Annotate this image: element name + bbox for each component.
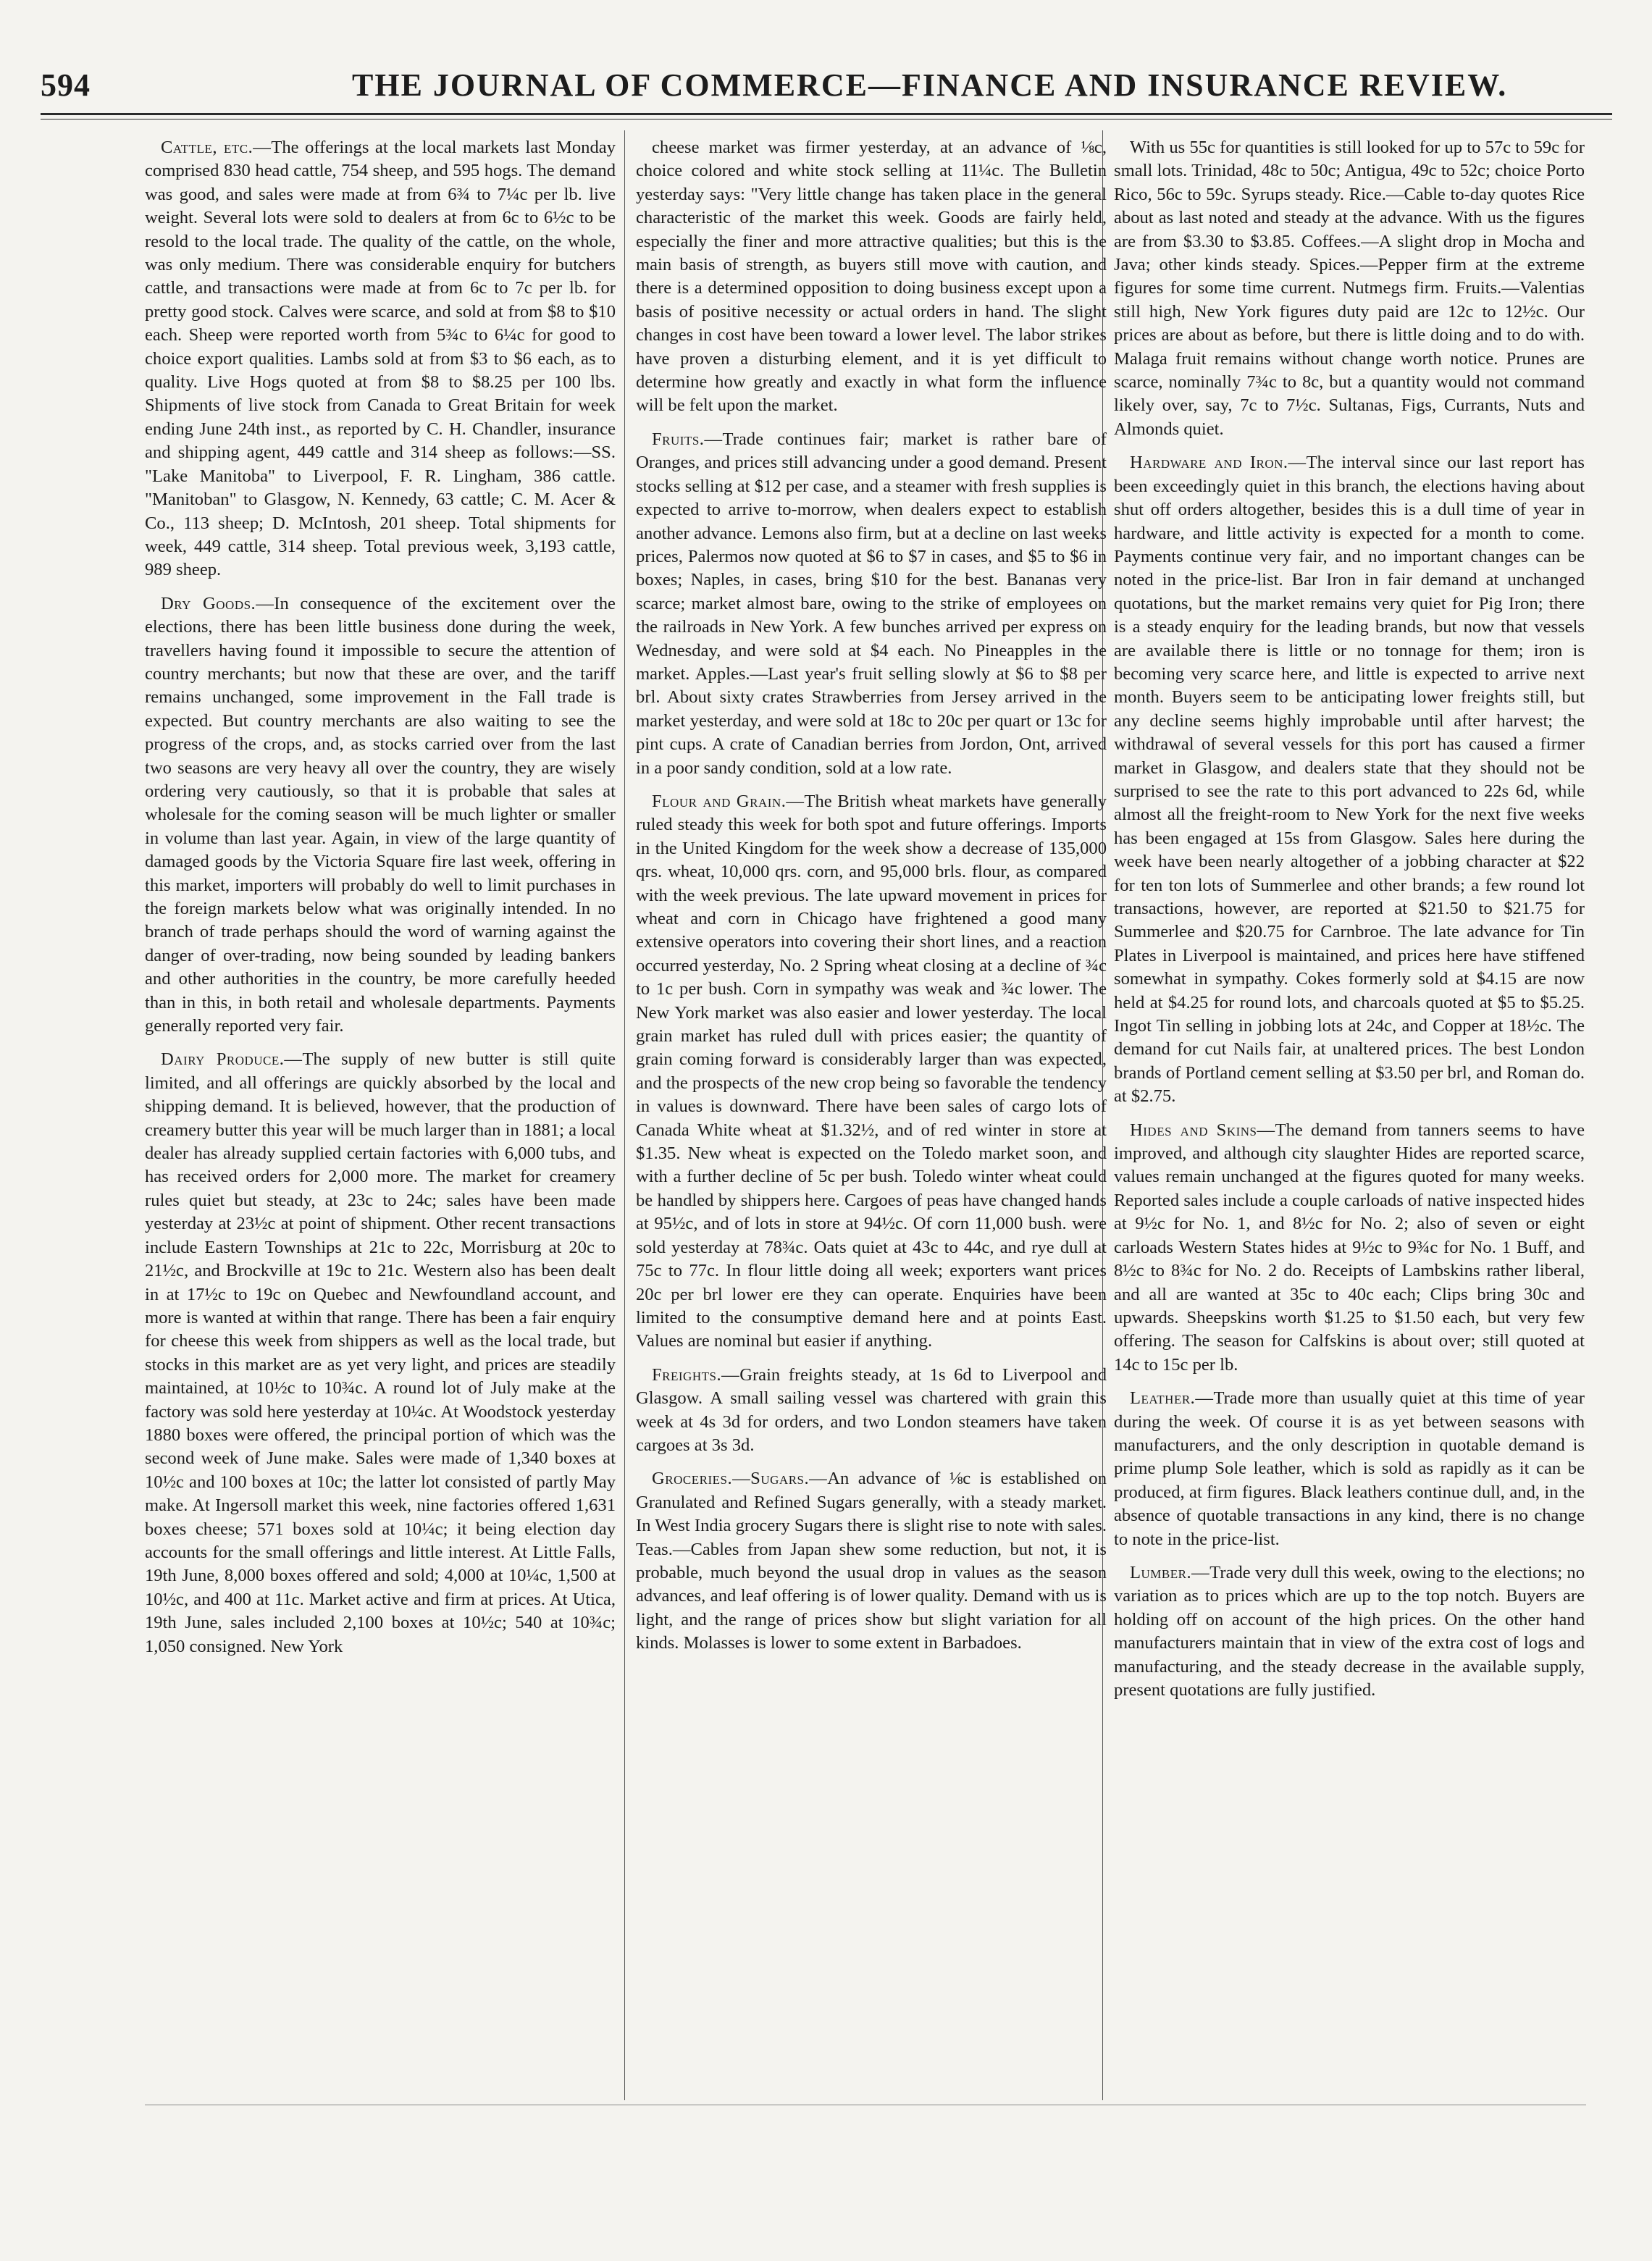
section-heading: Dairy Produce.— (161, 1049, 303, 1070)
article-paragraph (1114, 451, 1585, 1108)
header-rule (41, 113, 1612, 115)
article-paragraph (1114, 136, 1585, 441)
paragraph-text: Trade very dull this week, owing to the elections; no variation as to prices which are up to the top notch. Buyers are holding off on account of the high prices. On the other hand manufacturers maintain that in view of the extra cost of logs and manufacturing, and the steady decrease in the available supply, present quotations are fully justified. (1114, 1562, 1585, 1700)
page-number: 594 (41, 67, 91, 103)
section-heading: Dry Goods.— (161, 593, 274, 613)
paragraph-text: An advance of ⅛c is established on Granulated and Refined Sugars generally, with a steady market. In West India grocery Sugars there is slight rise to note with sales. Teas.—Cables from Japan shew some reduction, but not, it is probable, much beyond the usual drop in values as the season advances, and leaf offering is of lower quality. Demand with us is light, and the range of prices show but slight variation for all kinds. Molasses is lower to some extent in Barbadoes. (636, 1469, 1107, 1653)
paragraph-text: With us 55c for quantities is still looked for up to 57c to 59c for small lots. Trinidad, 48c to 50c; Antigua, 49c to 52c; choice Porto Rico, 56c to 59c. Syrups steady. Rice.—Cable to-day quotes Rice about as last noted and steady at the advance. With us the figures are from $3.30 to $3.85. Coffees.—A slight drop in Mocha and Java; other kinds steady. Spices.—Pepper firm at the extreme figures for some time current. Nutmegs firm. Fruits.—Valentias still high, New York figures duty paid are 12c to 12½c. Our prices are about as before, but there is little doing and to do with. Malaga fruit remains without change worth notice. Prunes are scarce, nominally 7¾c to 8c, but a quantity would not command likely over, say, 7c to 7½c. Sultanas, Figs, Currants, Nuts and Almonds quiet. (1114, 138, 1585, 439)
article-paragraph (636, 1467, 1107, 1655)
column-divider (624, 130, 625, 2100)
paragraph-text: The British wheat markets have generally ruled steady this week for both spot and future offerings. Imports in the United Kingdom for the week show a decrease of 135,000 qrs. wheat, 10,000 qrs. corn, and 95,000 brls. flour, as compared with the week previous. The late upward movement in prices for wheat and corn in Chicago have frightened a good many extensive operators into covering their short lines, and a reaction occurred yesterday, No. 2 Spring wheat closing at a decline of ¾c to 1c per bush. Corn in sympathy was weak and ¾c lower. The New York market was also easier and lower yesterday. The local grain market has ruled dull with prices easier; the quantity of grain coming forward is considerably larger than was expected, and the prospects of the new crop being so favorable the tendency in values is downward. There have been sales of cargo lots of Canada White wheat at $1.32½, and of red winter in store at $1.35. New wheat is expected on the Toledo market soon, and with a further decline of 5c per bush. Toledo winter wheat could be handled by shippers here. Cargoes of peas have changed hands at 95½c, and of lots in store at 94½c. Of corn 11,000 bush. were sold yesterday at 78¾c. Oats quiet at 43c to 44c, and rye dull at 75c to 77c. In flour little doing all week; exporters want prices 20c per brl lower ere they can operate. Enquiries have been limited to the consumptive demand here and at points East. Values are nominal but easier if anything. (636, 791, 1107, 1351)
article-paragraph (145, 1048, 616, 1658)
section-heading: Flour and Grain.— (652, 791, 805, 811)
paragraph-text: Trade more than usually quiet at this time of year during the week. Of course it is as yet between seasons with manufacturers, and the only description in quotable demand is prime plump Sole leather, which is sold as rapidly as it can be produced, at firm figures. Black leathers continue dull, and, in the absence of quotable transactions in any kind, there is no change to note in the price-list. (1114, 1388, 1585, 1549)
paragraph-text: cheese market was firmer yesterday, at an advance of ⅛c, choice colored and white stock selling at 11¼c. The Bulletin yesterday says: "Very little change has taken place in the general characteristic of the market this week. Goods are fairly held, especially the finer and more attractive qualities; but this is the main basis of strength, as buyers still move with caution, and there is a determined opposition to doing business except upon a basis of positive necessity or actual orders in hand. The slight changes in cost have been toward a lower level. The labor strikes have proven a disturbing element, and it is yet difficult to determine how greatly and exactly in what form the influence will be felt upon the market. (636, 138, 1107, 416)
section-heading: Hardware and Iron.— (1130, 453, 1307, 473)
section-heading: Hides and Skins— (1130, 1120, 1275, 1140)
article-paragraph (636, 1364, 1107, 1458)
column-3 (1114, 136, 1585, 1712)
paragraph-text: The offerings at the local markets last Monday comprised 830 head cattle, 754 sheep, and 595 hogs. The demand was good, and sales were made at from 6¾ to 7¼c per lb. live weight. Several lots were sold to dealers at from 6c to 6½c to be resold to the local trade. The quality of the cattle, on the whole, was only medium. There was considerable enquiry for butchers cattle, and transactions were made at from 6c to 7c per lb. for pretty good stock. Calves were scarce, and sold at from $8 to $10 each. Sheep were reported worth from 5¾c to 6¼c for good to choice export qualities. Lambs sold at from $3 to $6 each, as to quality. Live Hogs quoted at from $8 to $8.25 per 100 lbs. Shipments of live stock from Canada to Great Britain for week ending June 24th inst., as reported by C. H. Chandler, insurance and shipping agent, 449 cattle and 314 sheep as follows:—SS. "Lake Manitoba" to Liverpool, F. R. Lingham, 386 cattle. "Manitoban" to Glasgow, N. Kennedy, 63 cattle; C. M. Acer & Co., 113 sheep; D. McIntosh, 201 sheep. Total shipments for week, 449 cattle, 314 sheep. Total previous week, 3,193 cattle, 989 sheep. (145, 138, 616, 580)
paragraph-text: Trade continues fair; market is rather bare of Oranges, and prices still advancing under a good demand. Present stocks selling at $12 per case, and a steamer with fresh supplies is expected to arrive to-morrow, when dealers expect to establish another advance. Lemons also firm, but at a decline on last weeks prices, Palermos now quoted at $6 to $7 in cases, and $5 to $6 in boxes; Naples, in cases, bring $10 for the best. Bananas very scarce; market almost bare, owing to the strike of employees on the railroads in New York. A few bunches arrived per express on Wednesday, and were sold at $4 each. No Pineapples in the market. Apples.—Last year's fruit selling slowly at $6 to $8 per brl. About sixty crates Strawberries from Jersey arrived in the market yesterday, and were sold at 18c to 20c per quart or 13c for pint cups. A crate of Canadian berries from Jordon, Ont, arrived in a poor sandy condition, sold at a low rate. (636, 429, 1107, 778)
column-1 (145, 136, 616, 1669)
article-paragraph (145, 136, 616, 582)
journal-title: THE JOURNAL OF COMMERCE—FINANCE AND INSURANCE REVIEW. (352, 67, 1508, 103)
article-paragraph (1114, 1119, 1585, 1377)
paragraph-text: The supply of new butter is still quite limited, and all offerings are quickly absorbed by the local and shipping demand. It is believed, however, that the production of creamery butter this year will be much larger than in 1881; a local dealer has already supplied certain factories with 6,000 tubs, and has received orders for 2,000 more. The market for creamery rules quiet but steady, at 23c to 24c; sales have been made yesterday at 23½c at point of shipment. Other recent transactions include Eastern Townships at 21c to 22c, Morrisburg at 20c to 21½c, and Brockville at 19c to 21c. Western also has been dealt in at 17½c to 19c on Quebec and Newfoundland account, and more is wanted at within that range. There has been a fair enquiry for cheese this week from shippers as well as the local trade, but stocks in this market are as yet very light, and prices are steadily maintained, at 10½c to 10¾c. A round lot of July make at the factory was sold here yesterday at 10¼c. At Woodstock yesterday 1880 boxes were offered, the principal portion of which was the second week of June make. Sales were made of 1,340 boxes at 10½c and 100 boxes at 10c; the latter lot consisted of partly May make. At Ingersoll market this week, nine factories offered 1,631 boxes cheese; 571 boxes sold at 10¼c; it being election day accounts for the small offerings and little interest. At Little Falls, 19th June, 8,000 boxes offered and sold; 4,000 at 10¼c, 1,500 at 10½c, and 400 at 11c. Market active and firm at prices. At Utica, 19th June, sales included 2,100 boxes at 10½c; 540 at 10¾c; 1,050 consigned. New York (145, 1049, 616, 1656)
paragraph-text: The interval since our last report has been exceedingly quiet in this branch, the elections having about shut off orders altogether, besides this is a dull time of year in hardware, and little activity is expected for a month to come. Payments continue very fair, and no important changes can be noted in the price-list. Bar Iron in fair demand at unchanged quotations, but the market remains very quiet for Pig Iron; there is a steady enquiry for the leading brands, but now that vessels are available there is little or no tonnage for them; iron is becoming very scarce here, and little is expected to arrive next month. Buyers seem to be anticipating lower freights still, but any decline seems highly improbable until after harvest; the withdrawal of several vessels for this port has caused a firmer market in Glasgow, and dealers state that they should not be surprised to see the rate to this port advanced to 22s 6d, while almost all the freight-room to New York for the next five weeks has been engaged at 15s from Glasgow. Sales here during the week have been nearly altogether of a jobbing character at $22 for ten ton lots of Summerlee and other brands; a few round lot transactions, however, are reported at $21.50 to $21.75 for Summerlee and $20.75 for Carnbroe. The late advance for Tin Plates in Liverpool is maintained, and prices here have stiffened somewhat in sympathy. Cokes formerly sold at $4.15 are now held at $4.25 for round lots, and charcoals quoted at $5 to $5.25. Ingot Tin selling in jobbing lots at 24c, and Copper at 18½c. The demand for cut Nails fair, at unaltered prices. The best London brands of Portland cement selling at $3.50 per brl, and Roman do. at $2.75. (1114, 453, 1585, 1107)
column-2 (636, 136, 1107, 1666)
section-heading: Cattle, etc.— (161, 138, 272, 157)
paragraph-text: The demand from tanners seems to have improved, and although city slaughter Hides are reported scarce, values remain unchanged at the figures quoted for many weeks. Reported sales include a couple carloads of native inspected hides at 9½c for No. 1, and 8½c for No. 2; also of seven or eight carloads Western States hides at 9½c to 9¾c for No. 1 Buff, and 8½c to 8¾c for No. 2 do. Receipts of Lambskins rather liberal, and all are wanted at 35c to 40c each; Clips bring 30c and upwards. Sheepskins worth $1.25 to $1.50 each, but very few offering. The season for Calfskins is about over; still quoted at 14c to 15c per lb. (1114, 1120, 1585, 1375)
article-paragraph (636, 136, 1107, 418)
article-paragraph (1114, 1387, 1585, 1551)
section-heading: Leather.— (1130, 1388, 1214, 1409)
article-paragraph (636, 790, 1107, 1354)
paragraph-text: Grain freights steady, at 1s 6d to Liverpool and Glasgow. A small sailing vessel was chartered with grain this week at 4s 3d for orders, and two London steamers have taken cargoes at 3s 3d. (636, 1364, 1107, 1455)
section-heading: Fruits.— (652, 429, 723, 449)
article-paragraph (145, 592, 616, 1039)
section-heading: Lumber.— (1130, 1562, 1210, 1582)
page-header (41, 61, 1605, 119)
article-paragraph (1114, 1561, 1585, 1702)
paragraph-text: In consequence of the excitement over the elections, there has been little business done during the week, travellers having found it impossible to secure the attention of country merchants; but now that these are over, and the tariff remains unchanged, some improvement in the Fall trade is expected. But country merchants are also waiting to see the progress of the crops, and, as stocks carried over from the last two seasons are very heavy all over the country, they are wisely ordering very cautiously, so that it is probable that sales at wholesale for the coming season will be much lighter or smaller in volume than last year. Again, in view of the large quantity of damaged goods by the Victoria Square fire last week, offering in this market, importers will probably do well to limit purchases in the foreign markets below what was originally intended. In no branch of trade perhaps should the word of warning against the danger of over-trading, now being sounded by leading bankers and other authorities in the country, be more carefully heeded than in this, in both retail and wholesale departments. Payments generally reported very fair. (145, 593, 616, 1036)
article-paragraph (636, 428, 1107, 780)
section-heading: Freights.— (652, 1364, 740, 1385)
section-heading: Groceries.—Sugars.— (652, 1469, 828, 1489)
